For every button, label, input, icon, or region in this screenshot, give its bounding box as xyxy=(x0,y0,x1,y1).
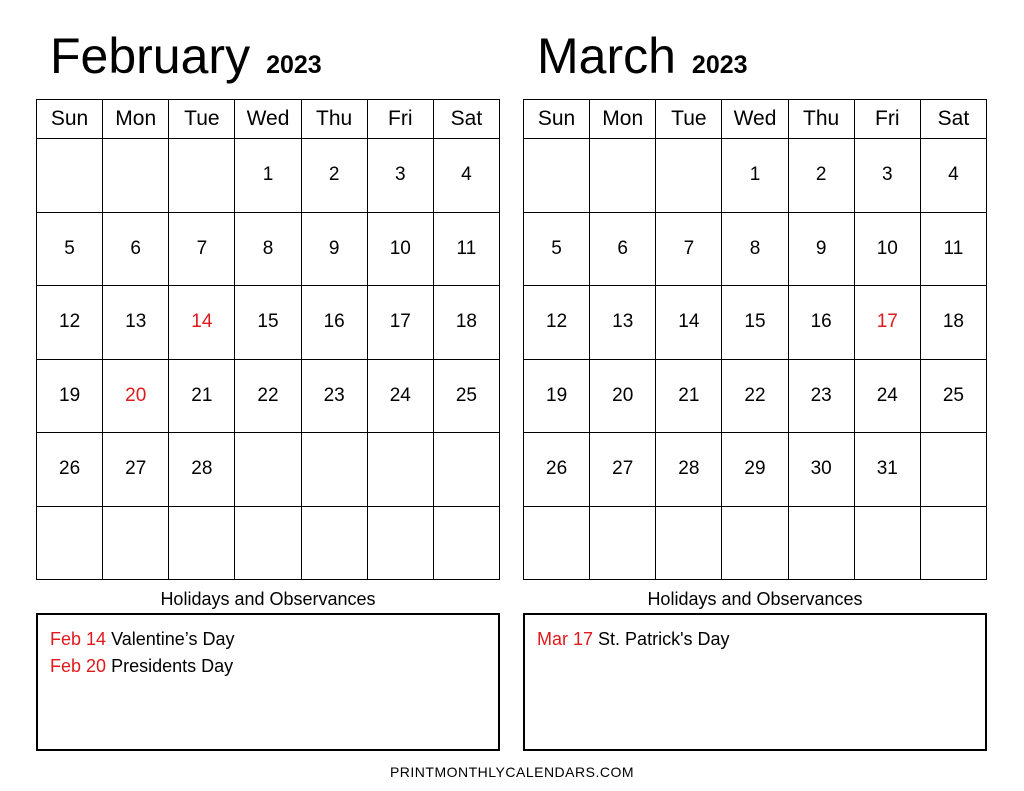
day-cell: 13 xyxy=(590,286,656,360)
day-cell: 7 xyxy=(656,212,722,286)
day-cell: 11 xyxy=(433,212,499,286)
observances-box xyxy=(523,613,987,751)
week-row xyxy=(37,212,500,286)
month-name: February xyxy=(50,28,251,84)
day-cell: 17 xyxy=(854,286,920,360)
empty-day-cell xyxy=(433,506,499,580)
day-cell: 13 xyxy=(103,286,169,360)
empty-day-cell xyxy=(235,433,301,507)
weekday-header: Wed xyxy=(235,100,301,139)
empty-day-cell xyxy=(235,506,301,580)
day-cell: 22 xyxy=(235,359,301,433)
day-cell: 23 xyxy=(788,359,854,433)
day-cell: 29 xyxy=(722,433,788,507)
weekday-header: Tue xyxy=(169,100,235,139)
month-title xyxy=(537,28,748,88)
weekday-header: Mon xyxy=(103,100,169,139)
day-cell: 16 xyxy=(788,286,854,360)
day-cell: 18 xyxy=(433,286,499,360)
day-cell: 5 xyxy=(524,212,590,286)
day-cell: 22 xyxy=(722,359,788,433)
day-cell: 9 xyxy=(301,212,367,286)
day-cell: 20 xyxy=(590,359,656,433)
empty-day-cell xyxy=(854,506,920,580)
observances-box xyxy=(36,613,500,751)
month-year: 2023 xyxy=(691,51,748,79)
day-cell: 27 xyxy=(590,433,656,507)
empty-day-cell xyxy=(590,139,656,213)
day-cell: 8 xyxy=(235,212,301,286)
month-title xyxy=(50,28,322,88)
empty-day-cell xyxy=(103,506,169,580)
empty-day-cell xyxy=(367,433,433,507)
observances-list xyxy=(525,615,985,653)
observance-name: St. Patrick's Day xyxy=(598,629,730,649)
observances-title: Holidays and Observances xyxy=(160,589,376,609)
site-footer: PRINTMONTHLYCALENDARS.COM xyxy=(389,764,635,780)
day-cell: 20 xyxy=(103,359,169,433)
weekday-header: Mon xyxy=(590,100,656,139)
observance-item xyxy=(537,626,985,653)
weekday-header: Fri xyxy=(854,100,920,139)
day-cell: 3 xyxy=(854,139,920,213)
weekday-header: Wed xyxy=(722,100,788,139)
weekday-header: Thu xyxy=(301,100,367,139)
week-row xyxy=(37,359,500,433)
week-row xyxy=(524,286,987,360)
day-cell: 1 xyxy=(722,139,788,213)
week-row xyxy=(37,139,500,213)
week-row xyxy=(524,506,987,580)
empty-day-cell xyxy=(788,506,854,580)
observance-item xyxy=(50,653,498,680)
observance-date: Mar 17 xyxy=(537,629,594,649)
observance-date: Feb 20 xyxy=(50,656,107,676)
empty-day-cell xyxy=(37,139,103,213)
day-cell: 31 xyxy=(854,433,920,507)
day-cell: 11 xyxy=(920,212,986,286)
weekday-header: Tue xyxy=(656,100,722,139)
observances-list xyxy=(38,615,498,680)
day-cell: 14 xyxy=(656,286,722,360)
weekday-header: Sun xyxy=(37,100,103,139)
day-cell: 2 xyxy=(788,139,854,213)
week-row xyxy=(37,506,500,580)
weekday-header: Sat xyxy=(920,100,986,139)
empty-day-cell xyxy=(301,506,367,580)
empty-day-cell xyxy=(722,506,788,580)
day-cell: 21 xyxy=(656,359,722,433)
weekday-header: Sat xyxy=(433,100,499,139)
day-cell: 2 xyxy=(301,139,367,213)
day-cell: 28 xyxy=(656,433,722,507)
day-cell: 25 xyxy=(920,359,986,433)
day-cell: 24 xyxy=(854,359,920,433)
empty-day-cell xyxy=(433,433,499,507)
day-cell: 6 xyxy=(103,212,169,286)
week-row xyxy=(524,212,987,286)
day-cell: 24 xyxy=(367,359,433,433)
week-row xyxy=(524,359,987,433)
observance-date: Feb 14 xyxy=(50,629,107,649)
day-cell: 30 xyxy=(788,433,854,507)
empty-day-cell xyxy=(103,139,169,213)
day-cell: 12 xyxy=(524,286,590,360)
day-cell: 17 xyxy=(367,286,433,360)
day-cell: 16 xyxy=(301,286,367,360)
week-row xyxy=(524,139,987,213)
empty-day-cell xyxy=(656,506,722,580)
observance-name: Valentine’s Day xyxy=(111,629,235,649)
day-cell: 4 xyxy=(920,139,986,213)
day-cell: 10 xyxy=(854,212,920,286)
observances-title: Holidays and Observances xyxy=(647,589,863,609)
day-cell: 15 xyxy=(235,286,301,360)
week-row xyxy=(524,433,987,507)
empty-day-cell xyxy=(301,433,367,507)
empty-day-cell xyxy=(37,506,103,580)
weekday-header: Sun xyxy=(524,100,590,139)
empty-day-cell xyxy=(920,433,986,507)
day-cell: 6 xyxy=(590,212,656,286)
empty-day-cell xyxy=(169,139,235,213)
empty-day-cell xyxy=(590,506,656,580)
day-cell: 23 xyxy=(301,359,367,433)
empty-day-cell xyxy=(169,506,235,580)
weekday-header-row xyxy=(524,100,987,139)
day-cell: 15 xyxy=(722,286,788,360)
day-cell: 4 xyxy=(433,139,499,213)
day-cell: 3 xyxy=(367,139,433,213)
day-cell: 5 xyxy=(37,212,103,286)
empty-day-cell xyxy=(656,139,722,213)
weekday-header: Fri xyxy=(367,100,433,139)
observance-item xyxy=(50,626,498,653)
day-cell: 19 xyxy=(37,359,103,433)
day-cell: 9 xyxy=(788,212,854,286)
day-cell: 21 xyxy=(169,359,235,433)
day-cell: 25 xyxy=(433,359,499,433)
month-year: 2023 xyxy=(266,51,322,79)
day-cell: 14 xyxy=(169,286,235,360)
calendar-grid xyxy=(36,99,500,580)
weekday-header: Thu xyxy=(788,100,854,139)
month-name: March xyxy=(537,28,676,84)
day-cell: 26 xyxy=(37,433,103,507)
day-cell: 28 xyxy=(169,433,235,507)
day-cell: 12 xyxy=(37,286,103,360)
day-cell: 18 xyxy=(920,286,986,360)
empty-day-cell xyxy=(524,506,590,580)
day-cell: 8 xyxy=(722,212,788,286)
day-cell: 26 xyxy=(524,433,590,507)
observance-name: Presidents Day xyxy=(111,656,234,676)
day-cell: 19 xyxy=(524,359,590,433)
day-cell: 7 xyxy=(169,212,235,286)
calendar-grid xyxy=(523,99,987,580)
empty-day-cell xyxy=(920,506,986,580)
day-cell: 27 xyxy=(103,433,169,507)
day-cell: 1 xyxy=(235,139,301,213)
week-row xyxy=(37,286,500,360)
day-cell: 10 xyxy=(367,212,433,286)
empty-day-cell xyxy=(367,506,433,580)
weekday-header-row xyxy=(37,100,500,139)
empty-day-cell xyxy=(524,139,590,213)
week-row xyxy=(37,433,500,507)
